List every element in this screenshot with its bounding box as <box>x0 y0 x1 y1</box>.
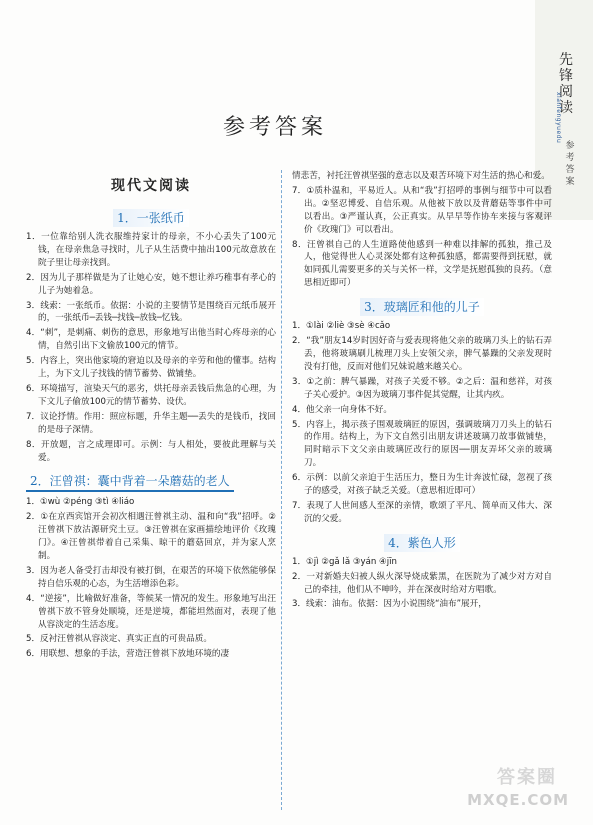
watermark-en: MXQE.COM <box>467 791 569 809</box>
answer-item: 5．内容上，突出他家境的窘迫以及母亲的辛劳和他的懂事。结构上，为下文儿子找钱的情节蓄势、做铺垫。 <box>26 356 276 380</box>
right-column <box>292 170 552 613</box>
section-heading-4 <box>292 534 552 552</box>
watermark <box>469 765 579 815</box>
answer-item: 8．开放题，言之成理即可。示例：与人相处，要彼此理解与关爱。 <box>26 439 276 463</box>
section-heading-1 <box>26 209 276 227</box>
answer-item: 4．他父亲一向身体不好。 <box>292 404 392 415</box>
answer-item: 6．环境描写，渲染天气的恶劣，烘托母亲丢钱后焦急的心理，为下文儿子偷放100元的情节蓄势、设伏。 <box>26 383 276 407</box>
sidebar-subtitle: xianfengyuedu <box>555 92 562 144</box>
section-heading-2-text: 2．汪曾祺：囊中背着一朵蘑菇的老人 <box>26 472 234 492</box>
page-title: 参考答案 <box>222 115 327 140</box>
answer-item: 2．“我”朋友14岁时因好奇与爱表现将他父亲的玻璃刀头上的钻石弄丢，他将玻璃刷儿梳理刀头上安领父亲，脾气暴躁的父亲发现时没有打他，反而对他们兄妹说越来越关心。 <box>292 336 552 372</box>
answer-item: 情悲苦，衬托汪曾祺坚强的意志以及艰苦环境下对生活的热心和爱。 <box>292 171 550 181</box>
section-heading-1-text: 1．一张纸币 <box>113 209 189 227</box>
answer-item: 1．一位靠给别人洗衣服维持家计的母亲，不小心丢失了100元钱，在母亲焦急寻找时，儿子从生活费中抽出100元故意放在院子里让母亲找到。 <box>26 232 276 268</box>
watermark-cn: 答案圈 <box>497 767 557 788</box>
column-divider <box>281 170 282 810</box>
answer-item: 6．示例：以前父亲迫于生活压力，整日为生计奔波忙碌，忽视了孩子的感受，对孩子缺乏关爱。（意思相近即可） <box>292 473 552 497</box>
answer-item: 3．线索：一张纸币。依据：小说的主要情节是围绕百元纸币展开的，一张纸币─丢钱─找钱─放钱─忆钱。 <box>26 300 276 324</box>
left-column <box>26 175 276 663</box>
section-heading-3-text: 3．玻璃匠和他的儿子 <box>360 298 484 316</box>
answer-item: 1．①wù ②péng ③tì ④liáo <box>26 497 135 508</box>
answer-item: 2．因为儿子那样做是为了让她心安，她不想让养巧稚事有孝心的儿子为她着急。 <box>26 272 276 296</box>
answer-item: 7．①质朴温和，平易近人。从和“我”打招呼的事例与细节中可以看出。②坚忍博爱、自信乐观。从他被下放以及背蘑菇等事件中可以看出。③严谨认真，公正真实。从早早等作协车来接与客观评价《玫瑰门》可以看出。 <box>292 185 552 235</box>
section-heading-2 <box>26 472 276 492</box>
answer-item: 1．①jì ②gǎ lǎ ③yán ④jīn <box>292 556 397 567</box>
answer-item: 4．“刺”，是刺痛、刺伤的意思，形象地写出他当时心疼母亲的心情，自然引出下文偷放100元的情节。 <box>26 328 276 352</box>
sidebar-answer-label: 参考答案 <box>565 141 575 187</box>
answer-item: 4．“逆接”，比喻做好准备，等候某一情况的发生。形象地写出汪曾祺下放不管身处顺境，还是逆境，都能坦然面对，表现了他从容淡定的生活态度。 <box>26 593 276 630</box>
subject-heading: 现代文阅读 <box>111 178 191 194</box>
answer-item: 3．因为老人备受打击却没有被打倒，在艰苦的环境下依然能够保持自信乐观的心态，为生活增添色彩。 <box>26 565 276 589</box>
sidebar-book-title: 先锋阅读 <box>559 52 573 116</box>
answer-item: 2．①在京西宾馆开会初次相遇汪曾祺主动、温和向“我”招呼。②汪曾祺下放沽源研究土豆。③汪曾祺在家画描绘地评价《玫瑰门》。④汪曾祺带着自己采集、晾干的蘑菇回京，并为家人烹制。 <box>26 512 276 562</box>
answer-item: 3．线索：油布。依据：因为小说围绕“油布”展开， <box>292 599 487 610</box>
answer-item: 5．反衬汪曾祺从容淡定、真实正直的可贵品质。 <box>26 634 212 645</box>
answer-item: 7．议论抒情。作用：照应标题，升华主题──丢失的是钱币，找回的是母子深情。 <box>26 411 276 435</box>
answer-item: 7．表现了人世间感人至深的亲情，歌颂了平凡、简单而又伟大、深沉的父爱。 <box>292 500 552 524</box>
section-heading-4-text: 4．紫色人形 <box>384 534 460 552</box>
answer-item: 5．内容上，揭示孩子围观玻璃匠的原因，强调玻璃刀刀头上的钻石的作用。结构上，为下文自然引出朋友讲述玻璃刀故事做铺垫，同时暗示下文父亲由玻璃匠改行的原因──朋友弄坏父亲的玻璃刀。 <box>292 419 552 469</box>
answer-item: 6．用联想、想象的手法，营造汪曾祺下放地环境的凄 <box>26 649 230 660</box>
answer-item: 8．汪曾祺自己的人生道路使他感到一种难以排解的孤独，推己及人，他觉得世人心灵深处都有这种孤独感，都需要得到抚慰，就如同孤儿需要更多的关与关怀一样，文学是抚慰孤独的良药。（意思相近即可） <box>292 239 552 289</box>
section-heading-3 <box>292 298 552 316</box>
answer-item: 1．①lài ②liè ③sè ④cǎo <box>292 321 391 332</box>
answer-item: 3．①之前：脾气暴躁，对孩子关爱不够。②之后：温和慈祥，对孩子关心爱护。③因为玻璃刀事件促其觉醒，让其内疚。 <box>292 376 552 400</box>
answer-item: 2．一对新婚夫妇被人纵火深导烧成紫黑，在医院为了减少对方对自己的牵挂，他们从不呻吟，并在深夜时给对方唱歌。 <box>292 571 552 595</box>
